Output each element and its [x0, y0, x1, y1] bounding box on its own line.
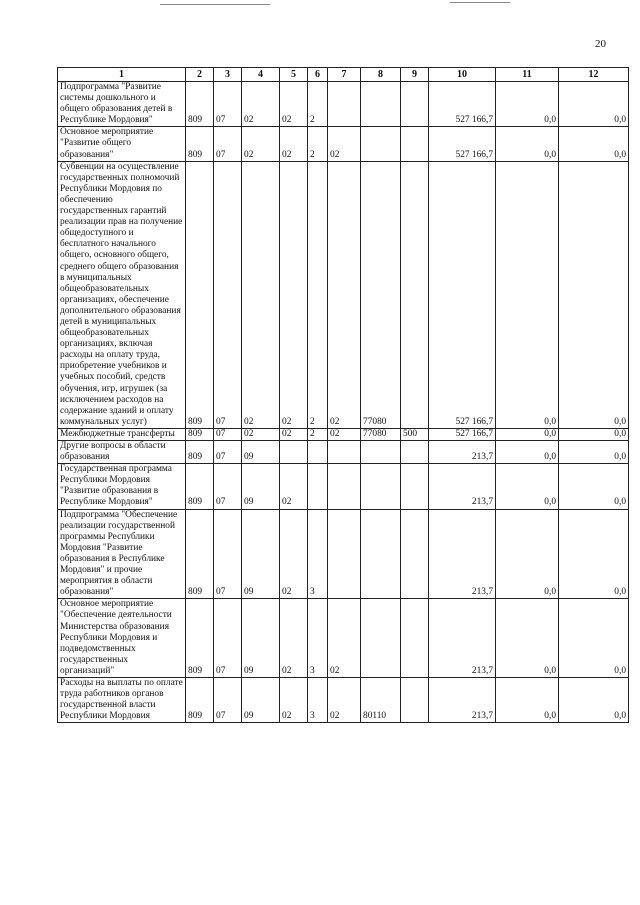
cell-c11: 0,0: [496, 161, 559, 428]
cell-c8: [361, 441, 401, 464]
cell-c3: 07: [214, 464, 242, 509]
cell-c6: [308, 441, 328, 464]
cell-c6: 3: [308, 509, 328, 599]
column-header: 9: [401, 68, 429, 82]
table-header-row: [58, 68, 629, 82]
table-row: [58, 428, 629, 440]
cell-c4: 09: [242, 599, 280, 678]
row-name: Субвенции на осуществление государственных полномочий Республики Мордовия по обеспечению государственных гарантий реализации прав на получение общедоступного и бесплатного начального общего, основного общего, среднего общего образования в муниципальных общеобразовательных организациях, обеспечение дополнительного образования детей в муниципальных общеобразовательных организациях, включая расходы на оплату труда, приобретение учебников и учебных пособий, средств обучения, игр, игрушек (за исключением расходов на содержание зданий и оплату коммунальных услуг): [58, 161, 186, 428]
cell-c10: 527 166,7: [429, 161, 496, 428]
cell-c2: 809: [186, 464, 214, 509]
cell-c7: [328, 441, 361, 464]
cell-c3: 07: [214, 428, 242, 440]
cell-c5: 02: [280, 161, 308, 428]
cell-c5: 02: [280, 82, 308, 127]
cell-c12: 0,0: [559, 161, 629, 428]
table-row: [58, 82, 629, 127]
cell-c4: 02: [242, 127, 280, 161]
cell-c3: 07: [214, 599, 242, 678]
table-row: [58, 509, 629, 599]
table-row: [58, 677, 629, 722]
cell-c7: 02: [328, 428, 361, 440]
cell-c7: [328, 464, 361, 509]
scan-mark: [160, 4, 270, 5]
cell-c11: 0,0: [496, 677, 559, 722]
row-name: Основное мероприятие "Обеспечение деятельности Министерства образования Республики Мордовия и подведомственных государственных организаций": [58, 599, 186, 678]
column-header: 8: [361, 68, 401, 82]
column-header: 12: [559, 68, 629, 82]
cell-c12: 0,0: [559, 441, 629, 464]
cell-c12: 0,0: [559, 509, 629, 599]
row-name: Другие вопросы в области образования: [58, 441, 186, 464]
cell-c8: 77080: [361, 161, 401, 428]
cell-c10: 527 166,7: [429, 127, 496, 161]
cell-c2: 809: [186, 677, 214, 722]
cell-c9: [401, 677, 429, 722]
cell-c9: [401, 161, 429, 428]
cell-c8: [361, 127, 401, 161]
page-number: 20: [595, 38, 606, 50]
cell-c6: 2: [308, 82, 328, 127]
cell-c4: 09: [242, 677, 280, 722]
table-row: [58, 127, 629, 161]
cell-c12: 0,0: [559, 599, 629, 678]
row-name: Подпрограмма "Обеспечение реализации государственной программы Республики Мордовия "Развитие образования в Республике Мордовия" и прочие мероприятия в области образования": [58, 509, 186, 599]
cell-c10: 213,7: [429, 677, 496, 722]
column-header: 1: [58, 68, 186, 82]
row-name: Расходы на выплаты по оплате труда работников органов государственной власти Республики Мордовия: [58, 677, 186, 722]
cell-c4: 02: [242, 82, 280, 127]
cell-c11: 0,0: [496, 82, 559, 127]
cell-c11: 0,0: [496, 509, 559, 599]
column-header: 4: [242, 68, 280, 82]
cell-c4: 09: [242, 464, 280, 509]
column-header: 3: [214, 68, 242, 82]
cell-c12: 0,0: [559, 127, 629, 161]
cell-c7: [328, 82, 361, 127]
table-row: [58, 599, 629, 678]
cell-c10: 213,7: [429, 509, 496, 599]
row-name: Государственная программа Республики Мордовия "Развитие образования в Республике Мордовия": [58, 464, 186, 509]
cell-c8: [361, 509, 401, 599]
cell-c7: 02: [328, 161, 361, 428]
row-name: Основное мероприятие "Развитие общего образования": [58, 127, 186, 161]
cell-c11: 0,0: [496, 428, 559, 440]
cell-c12: 0,0: [559, 677, 629, 722]
cell-c5: 02: [280, 677, 308, 722]
cell-c2: 809: [186, 509, 214, 599]
cell-c8: 80110: [361, 677, 401, 722]
cell-c5: [280, 441, 308, 464]
cell-c3: 07: [214, 82, 242, 127]
cell-c11: 0,0: [496, 127, 559, 161]
cell-c6: 2: [308, 161, 328, 428]
column-header: 6: [308, 68, 328, 82]
cell-c9: [401, 441, 429, 464]
column-header: 2: [186, 68, 214, 82]
cell-c8: 77080: [361, 428, 401, 440]
cell-c6: [308, 464, 328, 509]
table-row: [58, 441, 629, 464]
cell-c3: 07: [214, 441, 242, 464]
cell-c8: [361, 464, 401, 509]
cell-c10: 213,7: [429, 464, 496, 509]
cell-c10: 213,7: [429, 441, 496, 464]
cell-c5: 02: [280, 599, 308, 678]
cell-c5: 02: [280, 428, 308, 440]
column-header: 7: [328, 68, 361, 82]
cell-c2: 809: [186, 161, 214, 428]
scan-mark: [450, 2, 510, 3]
cell-c9: 500: [401, 428, 429, 440]
cell-c2: 809: [186, 441, 214, 464]
cell-c2: 809: [186, 428, 214, 440]
cell-c6: 2: [308, 127, 328, 161]
cell-c9: [401, 464, 429, 509]
cell-c6: 2: [308, 428, 328, 440]
budget-table: [57, 67, 629, 723]
row-name: Межбюджетные трансферты: [58, 428, 186, 440]
cell-c9: [401, 599, 429, 678]
cell-c4: 09: [242, 441, 280, 464]
cell-c3: 07: [214, 677, 242, 722]
cell-c11: 0,0: [496, 599, 559, 678]
cell-c10: 527 166,7: [429, 82, 496, 127]
table-row: [58, 161, 629, 428]
cell-c11: 0,0: [496, 441, 559, 464]
cell-c5: 02: [280, 127, 308, 161]
cell-c9: [401, 82, 429, 127]
cell-c4: 02: [242, 428, 280, 440]
table-row: [58, 464, 629, 509]
column-header: 11: [496, 68, 559, 82]
cell-c6: 3: [308, 677, 328, 722]
cell-c7: 02: [328, 127, 361, 161]
cell-c4: 02: [242, 161, 280, 428]
cell-c5: 02: [280, 464, 308, 509]
cell-c2: 809: [186, 82, 214, 127]
cell-c3: 07: [214, 127, 242, 161]
cell-c10: 527 166,7: [429, 428, 496, 440]
cell-c9: [401, 509, 429, 599]
cell-c2: 809: [186, 127, 214, 161]
cell-c5: 02: [280, 509, 308, 599]
cell-c10: 213,7: [429, 599, 496, 678]
cell-c11: 0,0: [496, 464, 559, 509]
column-header: 10: [429, 68, 496, 82]
cell-c9: [401, 127, 429, 161]
column-header: 5: [280, 68, 308, 82]
cell-c4: 09: [242, 509, 280, 599]
cell-c12: 0,0: [559, 464, 629, 509]
cell-c3: 07: [214, 161, 242, 428]
cell-c7: 02: [328, 677, 361, 722]
cell-c12: 0,0: [559, 428, 629, 440]
cell-c12: 0,0: [559, 82, 629, 127]
cell-c8: [361, 599, 401, 678]
cell-c8: [361, 82, 401, 127]
row-name: Подпрограмма "Развитие системы дошкольного и общего образования детей в Республике Мордовия": [58, 82, 186, 127]
cell-c6: 3: [308, 599, 328, 678]
cell-c2: 809: [186, 599, 214, 678]
cell-c7: 02: [328, 599, 361, 678]
cell-c7: [328, 509, 361, 599]
cell-c3: 07: [214, 509, 242, 599]
